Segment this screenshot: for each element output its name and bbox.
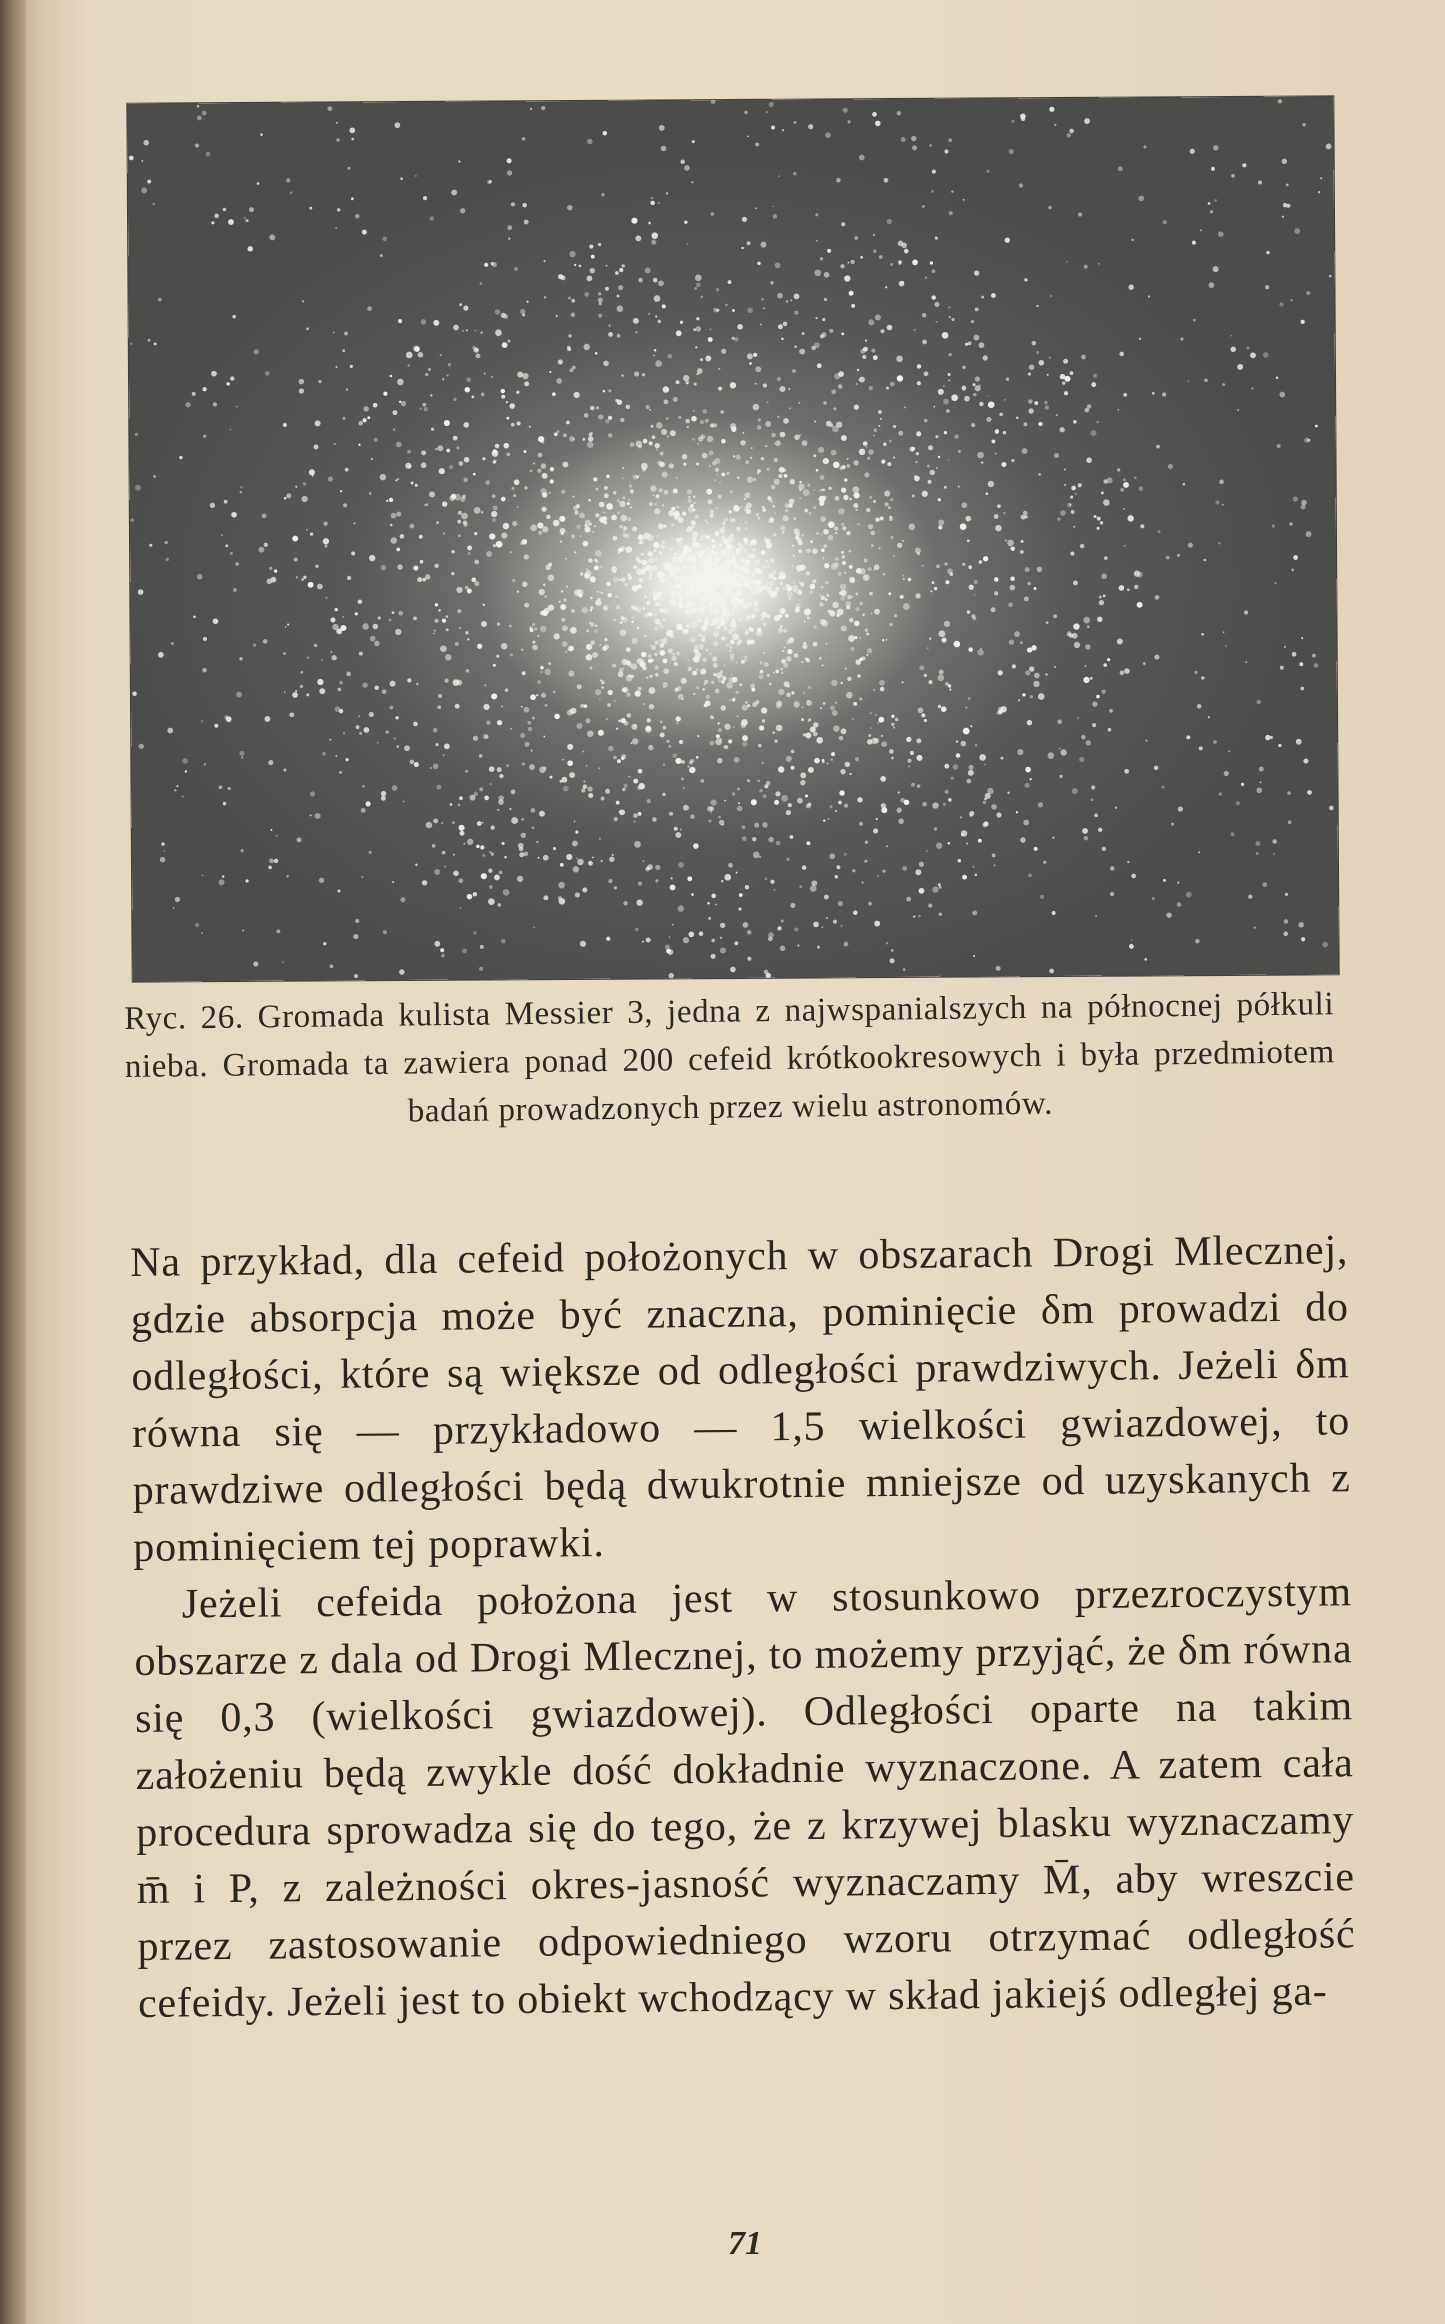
margin-edge-marks <box>2 0 20 2324</box>
paragraph-1: Na przykład, dla cefeid położonych w obszarach Drogi Mlecznej, gdzie absorpcja może być znaczna, pominięcie δm prowadzi do odległości, które są większe od odległości prawdziwych. Jeżeli δm równa się — przykładowo — 1,5 wielkości gwiazdowej, to prawdziwe odległości będą dwukrotnie mniejsze od uzyskanych z pominięciem tej poprawki. <box>130 1227 1351 1571</box>
body-text <box>130 1222 1356 2033</box>
globular-cluster-photo <box>127 96 1338 981</box>
page-number: 71 <box>728 2225 762 2262</box>
figure-caption: Ryc. 26. Gromada kulista Messier 3, jedna z najwspanialszych na północnej półkuli nieba. Gromada ta zawiera ponad 200 cefeid krótkookresowych i była przedmiotem badań prowadzonych przez wielu astronomów. <box>124 986 1336 1130</box>
paragraph-2: Jeżeli cefeida położona jest w stosunkowo przezroczystym obszarze z dala od Drogi Mlecznej, to możemy przyjąć, że δm równa się 0,3 (wielkości gwiazdowej). Odległości oparte na takim założeniu będą zwykle dość dokładnie wyznaczone. A zatem cała procedura sprowadza się do tego, że z krzywej blasku wyznaczamy m̄ i P, z zależności okres-jasność wyznaczamy M̄, aby wreszcie przez zastosowanie odpowiedniego wzoru otrzymać odległość cefeidy. Jeżeli jest to obiekt wchodzący w skład jakiejś odległej ga- <box>134 1569 1356 2027</box>
